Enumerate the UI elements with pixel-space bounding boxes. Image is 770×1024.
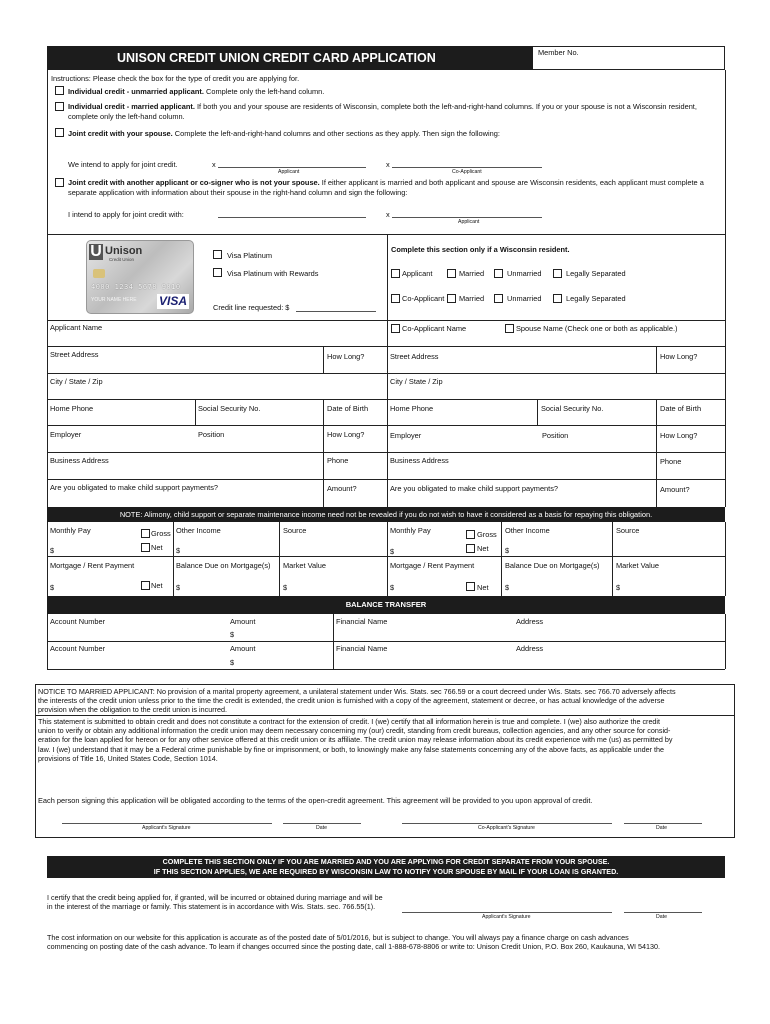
individual-unmarried-label: Individual credit - unmarried applicant. Complete only the left-hand column.: [68, 87, 325, 96]
co-business-address-field[interactable]: Business Address: [390, 456, 449, 465]
mortgage-net-checkbox[interactable]: [141, 581, 150, 590]
separate-date-caption: Date: [656, 914, 667, 920]
married-notice: NOTICE TO MARRIED APPLICANT: No provision of a marital property agreement, a unilateral statement under Wis. Stats. sec 766.59 or a court decreed under Wis. Stats. sec 766.70 adversely affects the interests of the credit union unless prior to the time the credit is extended, the credit union is furnished with a copy of the agreement, statement or decree, or has actual knowledge of the adverse provision when the obligation to the credit union is incurred.: [38, 687, 676, 715]
market-value-input[interactable]: $: [283, 583, 288, 592]
co-mortgage-rent-input[interactable]: $: [390, 583, 395, 592]
wi-coapplicant-married-checkbox[interactable]: [447, 294, 456, 303]
individual-married-label: Individual credit - married applicant. If both you and your spouse are residents of Wisconsin, complete both the left-and-right-hand columns. If you or your spouse is not a Wisconsin resident,: [68, 102, 697, 111]
separate-credit-bar: [47, 856, 725, 878]
home-phone-field[interactable]: Home Phone: [50, 404, 94, 413]
co-gross-checkbox[interactable]: [466, 530, 475, 539]
monthly-pay-label: Monthly Pay: [50, 526, 91, 535]
balance-transfer-bar: [47, 596, 725, 614]
coapplicant-signature-line[interactable]: [402, 823, 612, 824]
other-income-input[interactable]: $: [176, 546, 181, 555]
mortgage-net-label: Net: [151, 581, 163, 590]
co-monthly-pay-input[interactable]: $: [390, 547, 395, 556]
separate-heading-line2: IF THIS SECTION APPLIES, WE ARE REQUIRED BY WISCONSIN LAW TO NOTIFY YOUR SPOUSE BY MAIL IF YOUR LOAN IS GRANTED.: [153, 867, 619, 876]
co-market-value-label: Market Value: [616, 561, 659, 570]
separate-signature-caption: Applicant's Signature: [482, 914, 531, 920]
coapplicant-caption: Co-Applicant: [452, 169, 482, 175]
co-net-label: Net: [477, 544, 489, 553]
joint-other-label-cont: separate application with information about their spouse in the right-hand column and sign the following:: [68, 188, 408, 197]
co-child-support-field[interactable]: Are you obligated to make child support payments?: [390, 484, 559, 493]
wi-applicant-separated-checkbox[interactable]: [553, 269, 562, 278]
co-monthly-pay-label: Monthly Pay: [390, 526, 431, 535]
applicant-caption: Applicant: [278, 169, 300, 175]
mortgage-rent-input[interactable]: $: [50, 583, 55, 592]
credit-line-label: Credit line requested: $: [213, 303, 290, 312]
member-no-label: Member No.: [538, 48, 579, 57]
card-name: YOUR NAME HERE: [91, 297, 137, 303]
separate-signature-line[interactable]: [402, 912, 612, 913]
wi-coapplicant-separated-checkbox[interactable]: [553, 294, 562, 303]
joint-spouse-checkbox[interactable]: [55, 128, 64, 137]
spouse-name-label: Spouse Name (Check one or both as applicable.): [516, 324, 678, 333]
intend-with-text: I intend to apply for joint credit with:: [68, 210, 184, 219]
co-source-label: Source: [616, 526, 640, 535]
co-position-field[interactable]: Position: [542, 431, 569, 440]
individual-married-label-cont: complete only the left-hand column.: [68, 112, 185, 121]
wi-coapplicant-checkbox[interactable]: [391, 294, 400, 303]
balance-due-label: Balance Due on Mortgage(s): [176, 561, 271, 570]
co-balance-due-input[interactable]: $: [505, 583, 510, 592]
net-label: Net: [151, 543, 163, 552]
joint-intend-text: We intend to apply for joint credit.: [68, 160, 178, 169]
credit-line-input[interactable]: [296, 311, 376, 312]
balance-transfer-heading: BALANCE TRANSFER: [345, 600, 427, 609]
wi-married-label: Married: [459, 269, 485, 278]
ssn-field[interactable]: Social Security No.: [198, 404, 261, 413]
source-label: Source: [283, 526, 307, 535]
wi-married-label: Married: [459, 294, 485, 303]
co-how-long-field[interactable]: How Long?: [660, 352, 698, 361]
co-home-phone-field[interactable]: Home Phone: [390, 404, 434, 413]
coapplicant-name-checkbox[interactable]: [391, 324, 400, 333]
position-field[interactable]: Position: [198, 430, 225, 439]
bt-address-1[interactable]: Address: [516, 617, 544, 626]
applicant-caption: Applicant: [458, 219, 480, 225]
child-support-amount-field[interactable]: Amount?: [327, 484, 357, 493]
bt-account-number-2[interactable]: Account Number: [50, 644, 106, 653]
how-long-field[interactable]: How Long?: [327, 352, 365, 361]
co-business-phone-field[interactable]: Phone: [660, 457, 682, 466]
coapplicant-date-caption: Date: [656, 825, 667, 831]
bt-financial-name-2[interactable]: Financial Name: [336, 644, 388, 653]
title-bar: [47, 46, 533, 70]
coapplicant-date-line[interactable]: [624, 823, 702, 824]
wi-applicant-checkbox[interactable]: [391, 269, 400, 278]
co-ssn-field[interactable]: Social Security No.: [541, 404, 604, 413]
co-other-income-label: Other Income: [505, 526, 550, 535]
applicant-name-field[interactable]: Applicant Name: [50, 323, 103, 332]
cost-disclosure: The cost information on our website for this application is accurate as of the posted date of 5/01/2016, but is subject to change. You will always pay a finance charge on cash advances commencing on posting date of the cash advance. To learn if changes occurred since the posting date, call 1-888-678-8806 or write to: Unison Credit Union, P.O. Box 260, Kaukauna, WI 54130.: [47, 933, 661, 952]
spouse-name-checkbox[interactable]: [505, 324, 514, 333]
business-phone-field[interactable]: Phone: [327, 456, 349, 465]
co-employer-how-long-field[interactable]: How Long?: [660, 431, 698, 440]
co-market-value-input[interactable]: $: [616, 583, 621, 592]
card-number: 4000 1234 5678 9010: [91, 283, 181, 291]
x-mark: x: [386, 210, 390, 219]
visa-rewards-label: Visa Platinum with Rewards: [227, 269, 319, 278]
wi-applicant-unmarried-checkbox[interactable]: [494, 269, 503, 278]
coapplicant-signature-caption: Co-Applicant's Signature: [478, 825, 535, 831]
bt-amount-input-1[interactable]: $: [230, 630, 235, 639]
x-mark: x: [386, 160, 390, 169]
co-mortgage-net-checkbox[interactable]: [466, 582, 475, 591]
joint-other-checkbox[interactable]: [55, 178, 64, 187]
joint-coapplicant-signature-line[interactable]: [392, 167, 542, 168]
employer-field[interactable]: Employer: [50, 430, 82, 439]
instructions-intro: Instructions: Please check the box for the type of credit you are applying for.: [51, 74, 300, 83]
applicant-date-line[interactable]: [283, 823, 361, 824]
mortgage-rent-label: Mortgage / Rent Payment: [50, 561, 135, 570]
monthly-pay-input[interactable]: $: [50, 546, 55, 555]
applicant-signature-caption: Applicant's Signature: [142, 825, 191, 831]
city-state-zip-field[interactable]: City / State / Zip: [50, 377, 103, 386]
wi-coapplicant-unmarried-checkbox[interactable]: [494, 294, 503, 303]
joint-spouse-label: Joint credit with your spouse. Complete the left-and-right-hand columns and other sections as they apply. Then sign the following:: [68, 129, 500, 138]
balance-due-input[interactable]: $: [176, 583, 181, 592]
card-brand: Unison: [105, 245, 143, 257]
co-net-checkbox[interactable]: [466, 544, 475, 553]
individual-married-checkbox[interactable]: [55, 102, 64, 111]
alimony-note-bar: [47, 507, 725, 522]
wi-applicant-label: Applicant: [402, 269, 433, 278]
dob-field[interactable]: Date of Birth: [327, 404, 369, 413]
bt-amount-label-2: Amount: [230, 644, 256, 653]
bt-account-number-1[interactable]: Account Number: [50, 617, 106, 626]
market-value-label: Market Value: [283, 561, 326, 570]
x-mark: x: [212, 160, 216, 169]
alimony-note: NOTE: Alimony, child support or separate maintenance income need not be revealed if you do not wish to have it considered as a basis for repaying this obligation.: [119, 510, 653, 519]
gross-label: Gross: [151, 529, 171, 538]
wi-applicant-married-checkbox[interactable]: [447, 269, 456, 278]
page-title: UNISON CREDIT UNION CREDIT CARD APPLICATION: [117, 51, 436, 65]
joint-with-name-line[interactable]: [218, 217, 366, 218]
street-address-field[interactable]: Street Address: [50, 350, 99, 359]
marriage-certification: I certify that the credit being applied for, if granted, will be incurred or obtained during marriage and will be in the interest of the marriage or family. This statement is in accordance with Wis. Stats. sec. 766.55(1).: [47, 893, 383, 912]
each-person-statement: Each person signing this application will be obligated according to the terms of the open-credit agreement. This agreement will be provided to you upon approval of credit.: [38, 796, 593, 805]
chip-icon: [93, 269, 105, 278]
other-income-label: Other Income: [176, 526, 221, 535]
coapplicant-name-label: Co-Applicant Name: [402, 324, 467, 333]
wi-unmarried-label: Unmarried: [507, 294, 542, 303]
child-support-field[interactable]: Are you obligated to make child support payments?: [50, 483, 219, 492]
unison-logo-icon: U: [90, 243, 102, 260]
co-child-support-amount-field[interactable]: Amount?: [660, 485, 690, 494]
co-dob-field[interactable]: Date of Birth: [660, 404, 702, 413]
business-address-field[interactable]: Business Address: [50, 456, 109, 465]
joint-with-signature-line[interactable]: [392, 217, 542, 218]
individual-unmarried-checkbox[interactable]: [55, 86, 64, 95]
card-brand-sub: Credit Union: [109, 257, 135, 262]
visa-logo: VISA: [158, 294, 187, 308]
employer-how-long-field[interactable]: How Long?: [327, 430, 365, 439]
co-employer-field[interactable]: Employer: [390, 431, 422, 440]
bt-amount-label-1: Amount: [230, 617, 256, 626]
certification-statement: This statement is submitted to obtain credit and does not constitute a contract for the extension of credit. I (we) certify that all information herein is true and complete. I (we) also authorize the credit union to verify or obtain any additional information the credit union may deem necessary concerning my (our) credit, standing from credit bureaus, collection agencies, and any other source for consid- eration for the loan applied for hereon or for any other service offered at this credit union or its affiliate. The credit union may release information about its credit experience with me (us) as permitted by law. I (we) understand that it may be a Federal crime punishable by fine or imprisonment, or both, to knowingly make any false statements concerning any of the above facts, as applicable under the provisions of Title 16, United States Code, Section 1014.: [38, 717, 673, 763]
wi-separated-label: Legally Separated: [566, 269, 626, 278]
co-other-income-input[interactable]: $: [505, 546, 510, 555]
joint-applicant-signature-line[interactable]: [218, 167, 366, 168]
co-mortgage-net-label: Net: [477, 583, 489, 592]
wi-unmarried-label: Unmarried: [507, 269, 542, 278]
credit-card-image: [86, 240, 194, 314]
separate-heading-line1: COMPLETE THIS SECTION ONLY IF YOU ARE MARRIED AND YOU ARE APPLYING FOR CREDIT SEPARATE FROM YOUR SPOUSE.: [162, 857, 610, 866]
visa-platinum-checkbox[interactable]: [213, 250, 222, 259]
applicant-date-caption: Date: [316, 825, 327, 831]
gross-checkbox[interactable]: [141, 529, 150, 538]
bt-amount-input-2[interactable]: $: [230, 658, 235, 667]
bt-financial-name-1[interactable]: Financial Name: [336, 617, 388, 626]
co-city-state-zip-field[interactable]: City / State / Zip: [390, 377, 443, 386]
co-gross-label: Gross: [477, 530, 497, 539]
co-balance-due-label: Balance Due on Mortgage(s): [505, 561, 600, 570]
joint-other-label: Joint credit with another applicant or co-signer who is not your spouse. If either applicant is married and both applicant and spouse are Wisconsin residents, each applicant must complete a: [68, 178, 704, 187]
wi-coapplicant-label: Co-Applicant: [402, 294, 445, 303]
co-mortgage-rent-label: Mortgage / Rent Payment: [390, 561, 475, 570]
separate-date-line[interactable]: [624, 912, 702, 913]
applicant-signature-line[interactable]: [62, 823, 272, 824]
wisconsin-heading: Complete this section only if a Wisconsin resident.: [391, 245, 570, 254]
co-street-address-field[interactable]: Street Address: [390, 352, 439, 361]
bt-address-2[interactable]: Address: [516, 644, 544, 653]
wi-separated-label: Legally Separated: [566, 294, 626, 303]
visa-rewards-checkbox[interactable]: [213, 268, 222, 277]
net-checkbox[interactable]: [141, 543, 150, 552]
visa-platinum-label: Visa Platinum: [227, 251, 273, 260]
